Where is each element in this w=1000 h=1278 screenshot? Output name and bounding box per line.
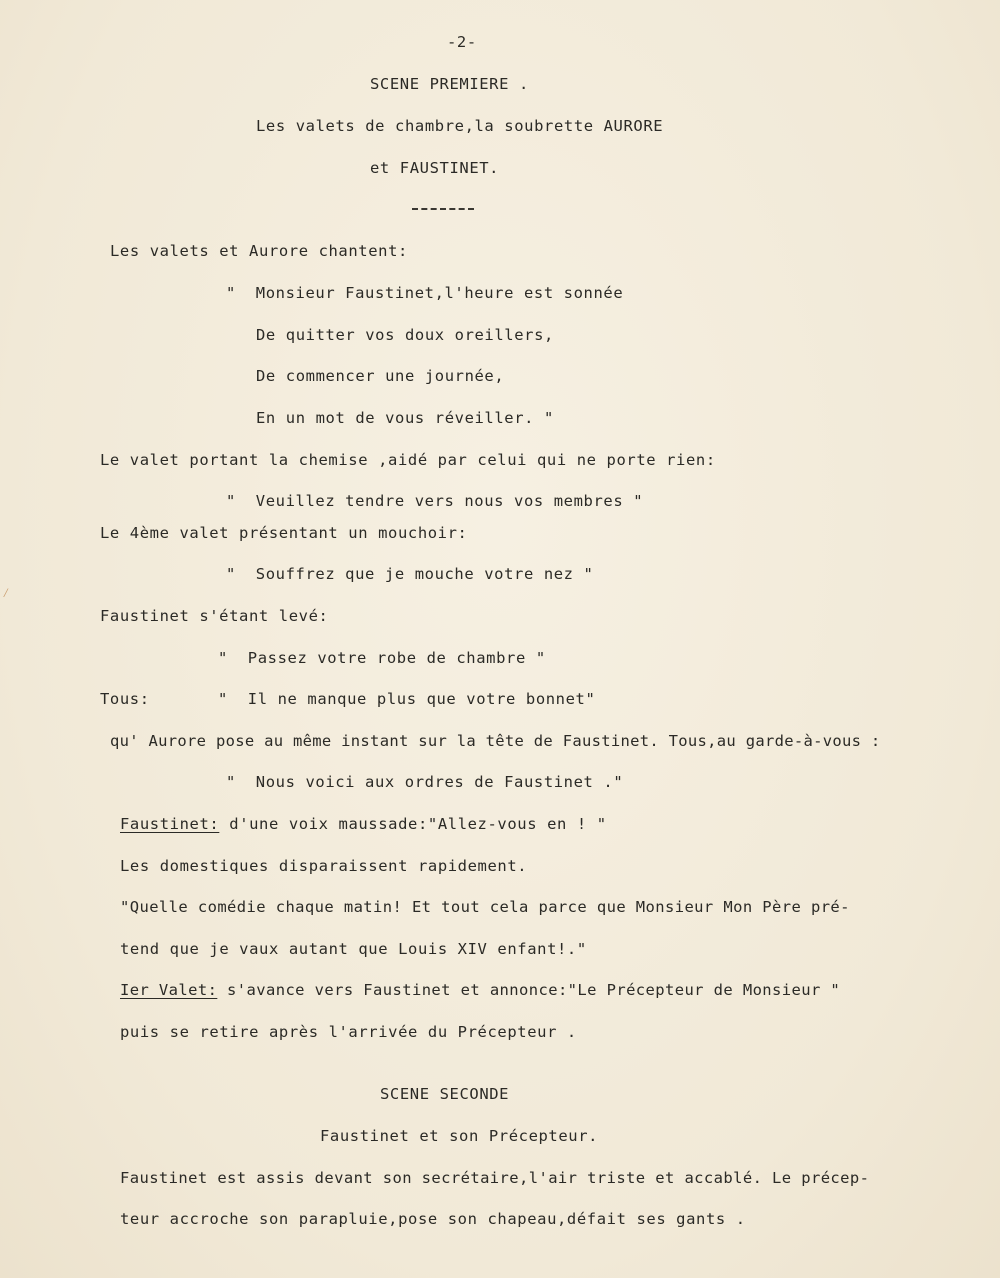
song-line: " Nous voici aux ordres de Faustinet ."	[226, 773, 624, 791]
dialogue-line	[120, 814, 607, 834]
stage-direction: Le valet portant la chemise ,aidé par celui qui ne porte rien:	[100, 451, 716, 469]
dialogue-line	[120, 980, 840, 1000]
song-line: " Passez votre robe de chambre "	[218, 649, 546, 667]
stage-direction: Les domestiques disparaissent rapidement.	[120, 857, 528, 875]
scene-cast: et FAUSTINET.	[370, 159, 500, 177]
stage-direction: teur accroche son parapluie,pose son chapeau,défait ses gants .	[120, 1210, 746, 1228]
dialogue-text: d'une voix maussade:"Allez-vous en ! "	[219, 815, 607, 833]
stage-direction: puis se retire après l'arrivée du Précepteur .	[120, 1023, 577, 1041]
song-line: " Souffrez que je mouche votre nez "	[226, 565, 594, 583]
speaker-label: Ier Valet:	[120, 981, 218, 999]
stage-direction: Faustinet est assis devant son secrétaire,l'air triste et accablé. Le précep-	[120, 1169, 870, 1187]
song-line: En un mot de vous réveiller. "	[256, 409, 554, 427]
song-line: De quitter vos doux oreillers,	[256, 326, 554, 344]
stage-direction: Le 4ème valet présentant un mouchoir:	[100, 524, 468, 542]
song-line: " Veuillez tendre vers nous vos membres "	[226, 492, 644, 510]
dialogue-text: s'avance vers Faustinet et annonce:"Le Précepteur de Monsieur "	[217, 981, 841, 999]
stage-direction: Les valets et Aurore chantent:	[110, 242, 408, 260]
page-number: -2-	[447, 33, 477, 51]
scene-cast: Les valets de chambre,la soubrette AURORE	[256, 117, 664, 135]
section-divider	[412, 208, 474, 210]
stage-direction: qu' Aurore pose au même instant sur la tête de Faustinet. Tous,au garde-à-vous :	[110, 732, 881, 750]
song-line: " Il ne manque plus que votre bonnet"	[218, 690, 596, 708]
scene-title: SCENE PREMIERE .	[370, 75, 529, 93]
paper-stain: ⁄	[2, 586, 10, 601]
dialogue-line: "Quelle comédie chaque matin! Et tout cela parce que Monsieur Mon Père pré-	[120, 898, 850, 916]
speaker-label: Tous:	[100, 690, 150, 708]
stage-direction: Faustinet s'étant levé:	[100, 607, 329, 625]
scene-cast: Faustinet et son Précepteur.	[320, 1127, 599, 1145]
dialogue-line: tend que je vaux autant que Louis XIV enfant!."	[120, 940, 587, 958]
song-line: " Monsieur Faustinet,l'heure est sonnée	[226, 284, 624, 302]
scene-title: SCENE SECONDE	[380, 1085, 510, 1103]
song-line: De commencer une journée,	[256, 367, 505, 385]
speaker-label: Faustinet:	[120, 815, 220, 833]
